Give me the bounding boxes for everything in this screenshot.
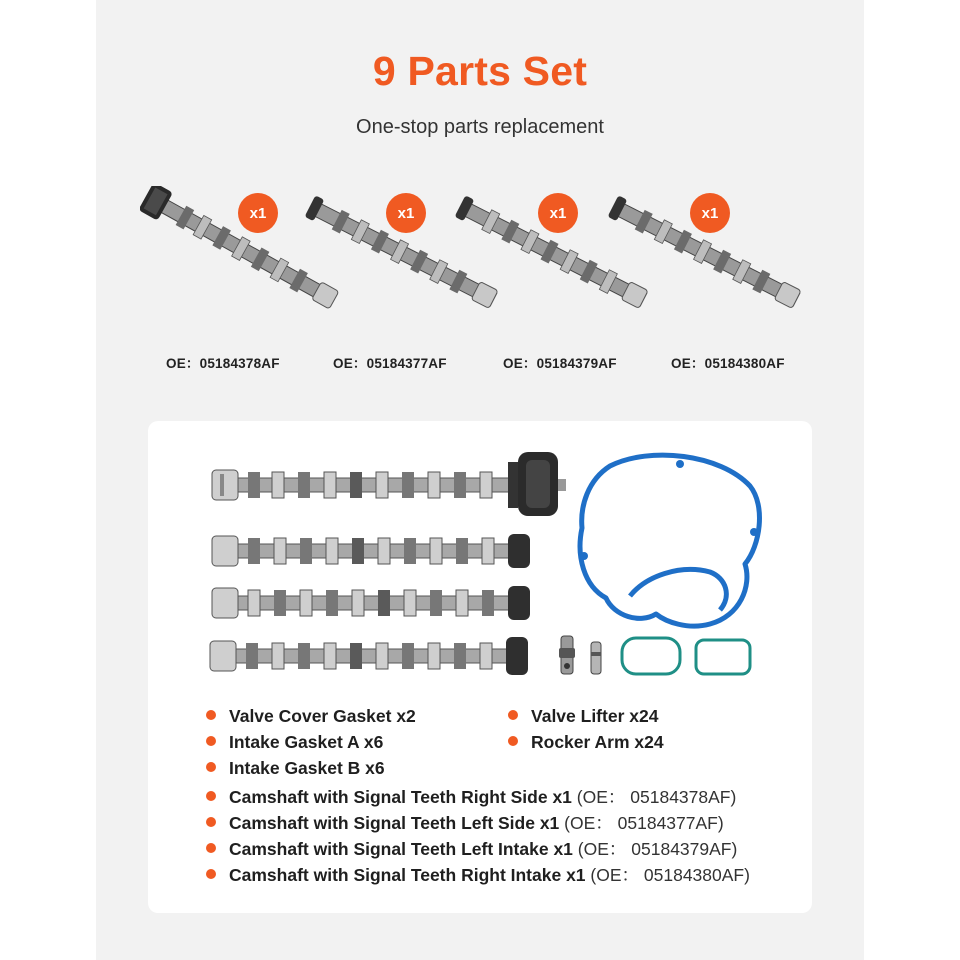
quantity-badge-2: x1 bbox=[386, 193, 426, 233]
camshaft-image-c bbox=[208, 580, 548, 626]
camshaft-with-phaser-image bbox=[208, 450, 568, 520]
camshaft-image-d bbox=[204, 632, 544, 680]
page-subtitle: One-stop parts replacement bbox=[356, 116, 604, 138]
list-item-oe: (OE： 05184380AF) bbox=[590, 865, 750, 885]
bullet-dot bbox=[206, 869, 216, 879]
oe-label-1 bbox=[166, 352, 280, 372]
oe-number: 05184380AF bbox=[704, 356, 785, 371]
rocker-arm-image bbox=[556, 634, 578, 676]
list-item bbox=[206, 862, 750, 887]
camshaft-image-b bbox=[208, 528, 548, 574]
bullet-dot bbox=[206, 791, 216, 801]
intake-gasket-b-image bbox=[692, 636, 754, 678]
valve-lifter-image bbox=[588, 640, 604, 676]
list-item-label: Valve Cover Gasket x2 bbox=[229, 706, 416, 726]
page-title: 9 Parts Set bbox=[372, 48, 588, 94]
oe-prefix: OE： bbox=[166, 356, 200, 371]
oe-number: 05184379AF bbox=[536, 356, 617, 371]
list-item-label: Camshaft with Signal Teeth Left Side x1 bbox=[229, 813, 560, 833]
bullet-dot bbox=[508, 710, 518, 720]
list-item-label: Intake Gasket B x6 bbox=[229, 758, 385, 778]
bullet-dot bbox=[206, 710, 216, 720]
oe-prefix: OE： bbox=[503, 356, 537, 371]
list-item bbox=[206, 706, 416, 727]
list-item-oe: (OE： 05184379AF) bbox=[577, 839, 738, 859]
list-item-label: Valve Lifter x24 bbox=[531, 706, 659, 726]
list-item bbox=[206, 810, 724, 835]
quantity-badge-1: x1 bbox=[238, 193, 278, 233]
quantity-badge-3: x1 bbox=[538, 193, 578, 233]
list-item-label: Rocker Arm x24 bbox=[531, 732, 664, 752]
list-item-label: Camshaft with Signal Teeth Left Intake x1 bbox=[229, 839, 573, 859]
oe-label-4 bbox=[671, 352, 785, 372]
list-item bbox=[206, 836, 737, 861]
oe-prefix: OE： bbox=[671, 356, 705, 371]
oe-number: 05184378AF bbox=[199, 356, 280, 371]
bullet-dot bbox=[206, 817, 216, 827]
quantity-badge-4: x1 bbox=[690, 193, 730, 233]
list-item bbox=[206, 732, 383, 753]
oe-label-3 bbox=[503, 352, 617, 372]
list-item bbox=[508, 732, 664, 753]
list-item-label: Intake Gasket A x6 bbox=[229, 732, 384, 752]
bullet-dot bbox=[206, 736, 216, 746]
bullet-dot bbox=[508, 736, 518, 746]
oe-label-2 bbox=[333, 352, 447, 372]
valve-cover-gasket-image bbox=[570, 446, 770, 636]
oe-number: 05184377AF bbox=[366, 356, 447, 371]
list-item bbox=[206, 784, 736, 809]
intake-gasket-a-image bbox=[618, 634, 684, 678]
list-item-oe: (OE： 05184377AF) bbox=[564, 813, 724, 833]
bullet-dot bbox=[206, 762, 216, 772]
list-item-label: Camshaft with Signal Teeth Right Side x1 bbox=[229, 787, 572, 807]
list-item bbox=[508, 706, 658, 727]
list-item-oe: (OE： 05184378AF) bbox=[576, 787, 737, 807]
list-item bbox=[206, 758, 385, 779]
list-item-label: Camshaft with Signal Teeth Right Intake x1 bbox=[229, 865, 586, 885]
oe-prefix: OE： bbox=[333, 356, 367, 371]
bullet-dot bbox=[206, 843, 216, 853]
